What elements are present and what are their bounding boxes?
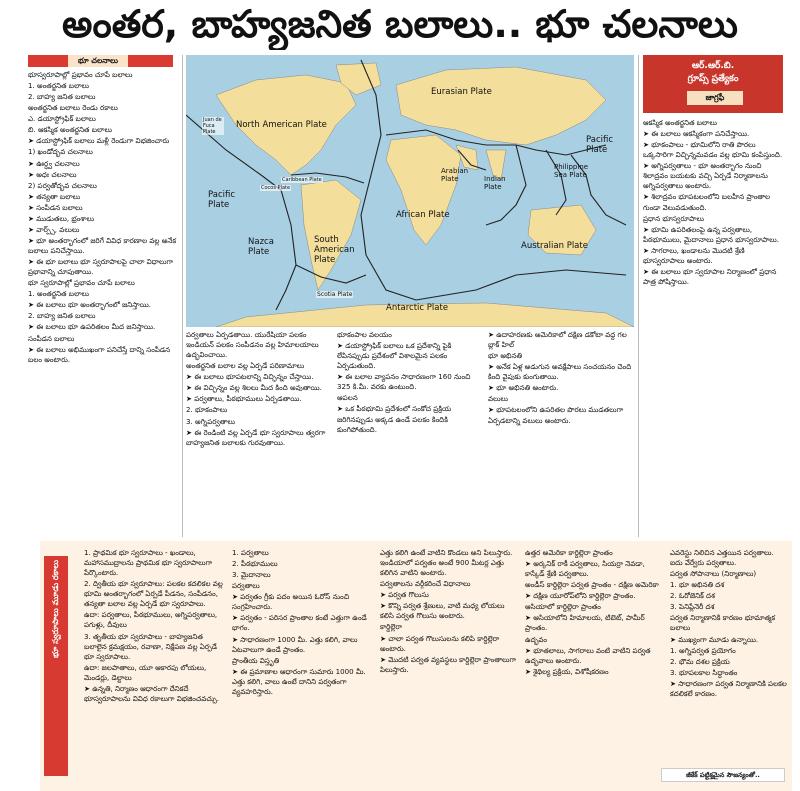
paragraph: ➤ డయాస్ట్రోఫిక్ బలాలు ఒక ప్రదేశాన్ని పైకి లేపినప్పుడు ప్రదేశంలో విశాలమైన పలకం ఏర్పడుతుంది.: [337, 341, 452, 371]
paragraph: 1. భూ అభినతి దశ: [670, 580, 725, 590]
plate-label-scotia: Scotia Plate: [317, 291, 353, 298]
headline: అంతర, బాహ్యజనిత బలాలు.. భూ చలనాలు: [62, 2, 738, 46]
special-box-line1: ఆర్.ఆర్.బి.: [691, 61, 735, 71]
paragraph: సంపీడన బలాలు: [28, 333, 75, 343]
paragraph: ➤ సంపీడన బలాలు: [28, 202, 83, 212]
paragraph: ➤ చాలా పర్వత గొలుసులను కలిపి కార్డిల్లెరా అంటారు.: [380, 633, 500, 653]
paragraph: ➤ డయాస్ట్రోఫిక్ బలాలు మళ్లీ రెండుగా విభజించారు: [28, 136, 170, 146]
paragraph: ➤ సాగరాలు, ఖండాలను మొదటి శ్రేణి భూస్వరూపాలు అంటారు.: [643, 245, 745, 265]
paragraph: 2. ద్వితీయ భూ స్వరూపాలు: పలకల కదలికల వల్ల భూమి అంతర్భాగంలో ఏర్పడే పీడనం, సంపీడనం, తన్యతా బలాల వల్ల ఏర్పడే భూ స్వరూపాలు.: [84, 579, 223, 609]
paragraph: ➤ సాధారణంగా పర్వత నిర్మాణానికి పలకల కదలికలే కారణం.: [670, 678, 787, 698]
paragraph: ➤ ఉదాహరణకు అమెరికాలో దక్షిణ డకోటా వద్ద గల బ్లాక్ హిల్: [488, 330, 627, 350]
paragraph: ఎ. డయాస్ట్రోఫిక్ బలాలు: [28, 114, 96, 124]
paragraph: ➤ ముఖ్యంగా మూడు ఉన్నాయి.: [670, 634, 759, 644]
paragraph: ➤ వార్ప్స్, వలులు: [28, 224, 80, 234]
paragraph: వలులు: [488, 394, 509, 404]
paragraph: ➤ ఈ ప్రమాణాల ఆధారంగా సుమారు 1000 మీ. ఎత్తు కలిగి, వాలు ఉంటే దానిని పర్వతంగా వ్యవహరిస్తారు.: [232, 666, 366, 696]
mid-column-2: [337, 330, 483, 535]
plate-label-australian: Australian Plate: [521, 241, 588, 251]
lower-column-2: [232, 548, 372, 786]
paragraph: ➤ ఈ బలాలు భూపటలాన్ని విచ్ఛిన్నం చేస్తాయి.: [186, 372, 314, 382]
plate-label-pacific-east: Pacific Plate: [586, 135, 614, 155]
paragraph: భూస్వరూపాల్లో ప్రభావం చూపే బలాలు: [28, 70, 133, 79]
paragraph: ➤ శిలాద్రవం భూపటలంలోని బలహీన ప్రాంతాల గుండా వెలువడుతుంది.: [643, 192, 771, 212]
paragraph: అండీస్ కార్డిల్లెరా పర్వత ప్రాంతం - దక్షిణ అమెరికా: [525, 580, 659, 590]
paragraph: అంతర్జనిత బలాలు రెండు రకాలు: [28, 103, 118, 113]
paragraph: ➤ శైథిల్య ప్రక్రియ, విశోషీకరణం: [525, 666, 609, 676]
paragraph: 2. భౌమ దశల ప్రక్రియ: [670, 656, 730, 666]
left-column: [28, 70, 178, 540]
paragraph: 1. అంతర్జనిత బలాలు: [28, 81, 90, 91]
paragraph: ➤ అర్కనిక్ రాకీ పర్వతాలు, సియర్రా నెవడా, కాస్కేడ్ శ్రేణి పర్వతాలు.: [525, 559, 645, 579]
plate-label-pacific-west: Pacific Plate: [208, 190, 236, 210]
paragraph: 1) ఖండోద్భవ చలనాలు: [28, 147, 93, 157]
lower-panel-label: [44, 556, 68, 776]
plate-label-african: African Plate: [396, 210, 450, 220]
plate-label-philippine-sea: Philippine Sea Plate: [554, 163, 589, 179]
paragraph: ఎత్తు కలిగి ఉంటే వాటిని కొండలు అని పిలుస్తారు. ఇండియాలో పర్వతం అంటే 900 మీటర్ల ఎత్తు కలిగిన వాటిని అంటారు.: [380, 548, 513, 578]
paragraph: ➤ ఒక పీఠభూమి ప్రదేశంలో సంకోచ ప్రక్రియ జరిగినప్పుడు అక్కడ ఉండే పలకం కిందికి కుంగిపోతుంది.: [337, 404, 452, 434]
subject-tag: జాగ్రఫీ: [687, 91, 743, 105]
paragraph: 3. అగ్నిపర్వతాలు: [186, 416, 235, 426]
paragraph: 1. అగ్నిపర్వత ప్రయోగం: [670, 645, 736, 655]
paragraph: ➤ భూ అభినతి అంటారు.: [488, 383, 559, 393]
paragraph: ➤ భూపటలంలోని ఉపరితల పొరలు ముడతలుగా ఏర్పడటాన్ని వలులు అంటారు.: [488, 405, 624, 425]
plate-label-indian: Indian Plate: [484, 175, 506, 191]
paragraph: ➤ ఈ బలాలు అభిముఖంగా పనిచేస్తే దాన్ని సంపీడన బలం అంటారు.: [28, 344, 171, 364]
lower-column-5: [670, 548, 788, 766]
plate-label-eurasian: Eurasian Plate: [431, 87, 492, 97]
paragraph: పర్వత నిర్మాణానికి కారణం భూమాత్మక బలాలు: [670, 613, 776, 633]
paragraph: ➤ భూకంపాలు - భూమిలోని రాతి పొరలు ఒక్కసారిగా విచ్ఛిన్నమవడం వల్ల భూమి కంపిస్తుంది.: [643, 140, 783, 160]
paragraph: ➤ ఈ బలాలు భూ ఉపరితలం మీద జనిస్తాయి.: [28, 322, 156, 332]
paragraph: ఆపలన: [337, 393, 358, 403]
paragraph: పర్వతాలను వర్గీకరించే విధానాలు: [380, 579, 471, 589]
paragraph: 2. పీఠభూములు: [232, 559, 278, 569]
paragraph: ➤ అగ్నిపర్వతాలు - భూ అంతర్భాగం నుంచి శిలాద్రవం బయటకు వచ్చి ఏర్పడే నిర్మాణాలను అగ్నిపర్వతాలు అంటారు.: [643, 161, 768, 191]
plate-label-juan-de-fuca: Juan de Fuca Plate: [202, 117, 224, 135]
paragraph: 2) పర్వతోద్భవ చలనాలు: [28, 180, 97, 190]
lower-panel-label-text: భూ స్వరూపాలు మూడు రకాలు: [51, 560, 60, 659]
plate-label-arabian: Arabian Plate: [441, 167, 469, 183]
paragraph: ➤ దక్షిణ యూరోప్‌లోని కార్డిల్లెరా ప్రాంతం.: [525, 591, 636, 601]
paragraph: ➤ తన్యతా బలాలు: [28, 191, 81, 201]
special-box-line2: గ్రూప్స్ ప్రత్యేకం: [687, 74, 739, 84]
right-column: [643, 118, 788, 538]
paragraph: ➤ పర్వత గొలుసు: [380, 590, 429, 600]
special-box: [643, 55, 783, 113]
column-divider: [182, 55, 183, 537]
paragraph: ➤ ఉన్నతి, నిర్మాణం ఆధారంగా దేనికదే భూస్వరూపాలను వివిధ రకాలుగా విభజించవచ్చు.: [84, 683, 219, 703]
plate-label-caribbean: Caribbean Plate: [282, 177, 322, 183]
plate-label-nazca: Nazca Plate: [248, 237, 274, 257]
paragraph: ఉద్భవం: [525, 634, 548, 644]
paragraph: 3. తృతీయ భూ స్వరూపాలు - బాహ్యజనిత బలాలైన క్రమక్షయం, రవాణా, నిక్షేపణ వల్ల ఏర్పడే భూ స్వరూపాలు.: [84, 631, 217, 661]
paragraph: ఆసియాలో కార్డిల్లెరా ప్రాంతం: [525, 602, 601, 612]
paragraph: ➤ ఈ బలాలు ఆకస్మికంగా పనిచేస్తాయి.: [643, 129, 750, 139]
tectonic-plates-map: [186, 55, 634, 327]
paragraph: కార్డిల్లెరా: [380, 622, 403, 632]
paragraph: పర్వతాలు ఏర్పడతాయి. యురేషియా పలకం ఇండియన్ పలకం సంపీడనం వల్ల హిమాలయాలు ఉద్భవించాయి.: [186, 330, 319, 360]
paragraph: ➤ ఆసియాలోని హిమాలయ, టిబెట్, పామీర్ ప్రాంతం.: [525, 613, 645, 633]
section-tag-label: భూ చలనాలు: [68, 55, 128, 67]
paragraph: ➤ అనేక ఏళ్ల అడుగున అవక్షేపాలు సంచయనం చెంది కింది వైపుకు కుంగుతాయి.: [488, 362, 632, 382]
mid-column-3: [488, 330, 634, 535]
paragraph: 2. బాహ్య జనిత బలాలు: [28, 311, 96, 321]
paragraph: 2. బాహ్య జనిత బలాలు: [28, 92, 96, 102]
paragraph: ఉత్తర అమెరికా కార్డిల్లెరా ప్రాంతం: [525, 548, 613, 557]
paragraph: ➤ ఈ బలాలు భూ స్వరూపాల నిర్మాణంలో ప్రధాన పాత్ర పోషిస్తాయి.: [643, 266, 777, 286]
column-divider: [638, 55, 639, 537]
plate-label-antarctic: Antarctic Plate: [386, 303, 449, 313]
paragraph: అంతర్జనిత బలాల వల్ల ఏర్పడే పరిణామాలు: [186, 361, 305, 371]
paragraph: ➤ ఈ విచ్ఛిన్నం వల్ల శిలలు మీద కింది అవుతాయి.: [186, 383, 322, 393]
paragraph: ఉదా: జలపాతాలు, యూ ఆకారపు లోయలు, మెండర్లు, డెల్టాలు: [84, 662, 207, 682]
paragraph: ➤ మొదటి పర్వత వ్యవస్థలు కార్డిల్లెరా ప్రాంతాలుగా పిలుస్తారు.: [380, 654, 517, 674]
paragraph: 2. భూకంపాలు: [186, 405, 228, 415]
lower-column-3: [380, 548, 518, 786]
plate-label-south-american: South American Plate: [314, 235, 355, 265]
paragraph: ➤ ఈ బలాలు భూ అంతర్భాగంలో జనిస్తాయి.: [28, 300, 151, 310]
paragraph: భూ అభినతి: [488, 351, 522, 361]
paragraph: ➤ ముడుతలు, భ్రంశాలు: [28, 213, 95, 223]
paragraph: 3. భూపలకాల సిద్ధాంతం: [670, 667, 738, 677]
paragraph: 1. ప్రాథమిక భూ స్వరూపాలు - ఖండాలు, మహాసముద్రాలను ప్రాథమిక భూ స్వరూపాలుగా పేర్కొంటారు.: [84, 548, 213, 578]
paragraph: ➤ భూ అంతర్భాగంలో జరిగే వివిధ కారణాల వల్ల అనేక బలాలు పనిచేస్తాయి.: [28, 235, 177, 255]
paragraph: 3. మైదానాలు: [232, 570, 271, 580]
paragraph: ఆకస్మిక అంతర్జనిత బలాలు: [643, 118, 717, 127]
paragraph: 3. పెనిప్లేనెరీ దశ: [670, 602, 715, 612]
paragraph: ➤ ఊర్ధ్వ చలనాలు: [28, 158, 80, 168]
plate-label-north-american: North American Plate: [236, 120, 327, 130]
paragraph: పర్వత సోపానాలు (నిర్మాణాలు): [670, 569, 757, 579]
paragraph: ప్రాంతీయ విస్తృతి: [232, 655, 280, 665]
paragraph: 2. ఓరోజెనిక్ దశ: [670, 591, 715, 601]
paragraph: ➤ ఈ రెండింటి వల్ల ఏర్పడే భూ స్వరూపాలు త్వరగా బాహ్యజనిత బలాలకు గురవుతాయి.: [186, 427, 326, 447]
paragraph: బి. ఆకస్మిక అంతర్జనిత బలాలు: [28, 125, 112, 135]
paragraph: భూకంపాల వలయం: [337, 330, 392, 339]
paragraph: ➤ భూమి ఉపరితలంపై ఉన్న పర్వతాలు, పీఠభూములు, మైదానాలు ప్రధాన భూస్వరూపాలు.: [643, 224, 780, 244]
paragraph: ➤ ఈ భూ బలాలు భూ స్వరూపాలపై చాలా విధాలుగా ప్రభావాన్ని చూపుతాయి.: [28, 257, 174, 277]
footer-credit: జీకేక్ పట్టిక్తమైన సౌజన్యంతో..: [661, 768, 785, 782]
lower-column-1: [84, 548, 224, 786]
paragraph: 1. పర్వతాలు: [232, 548, 269, 557]
paragraph: ప్రధాన భూస్వరూపాలు: [643, 213, 704, 223]
paragraph: ➤ పర్వతాలు, పీఠభూములు ఏర్పడతాయి.: [186, 394, 302, 404]
paragraph: ఎవరెస్టు నిలిచిన ఎత్తయిన పర్వతాలు. ఐదు వేర్వేరు పర్వతాలు.: [670, 548, 774, 568]
section-tag: [28, 55, 173, 67]
paragraph: ➤ అధః చలనాలు: [28, 169, 77, 179]
lower-column-4: [525, 548, 663, 786]
paragraph: ఉదా: పర్వతాలు, పీఠభూములు, అగ్నిపర్వతాలు, పగుళ్లు, దీవులు: [84, 610, 218, 630]
paragraph: పర్వతాలు: [232, 581, 260, 591]
paragraph: 1. అంతర్జనిత బలాలు: [28, 289, 90, 299]
mid-column-1: [186, 330, 332, 535]
paragraph: ➤ ఈ బలాల వ్యాపనం సాధారణంగా 160 నుంచి 325 కి.మీ. వరకు ఉంటుంది.: [337, 372, 471, 392]
plate-label-cocos: Cocos Plate: [261, 185, 291, 191]
paragraph: ➤ కొన్ని పర్వత శ్రేణులు, వాటి మధ్య లోయలు కలిసి పర్వత గొలుసు అంటారు.: [380, 601, 505, 621]
paragraph: ➤ సాధారణంగా 1000 మీ. ఎత్తు కలిగి, వాలు ఏటవాలుగా ఉండే ప్రాంతం.: [232, 634, 358, 654]
paragraph: ➤ పర్వతం - పరిసర ప్రాంతాల కంటే ఎత్తుగా ఉండే భాగం.: [232, 613, 367, 633]
paragraph: ➤ పర్వతం గ్రీకు పదం అయిన ఓరోస్ నుంచి సంగ్రహించారు.: [232, 592, 350, 612]
paragraph: ➤ భూతలాలు, సాగరాలు వంటి వాటిని పర్వత ఉద్భవాలు అంటారు.: [525, 645, 651, 665]
paragraph: భూ స్వరూపాల్లో ప్రభావం చూపే బలాలు: [28, 278, 135, 288]
